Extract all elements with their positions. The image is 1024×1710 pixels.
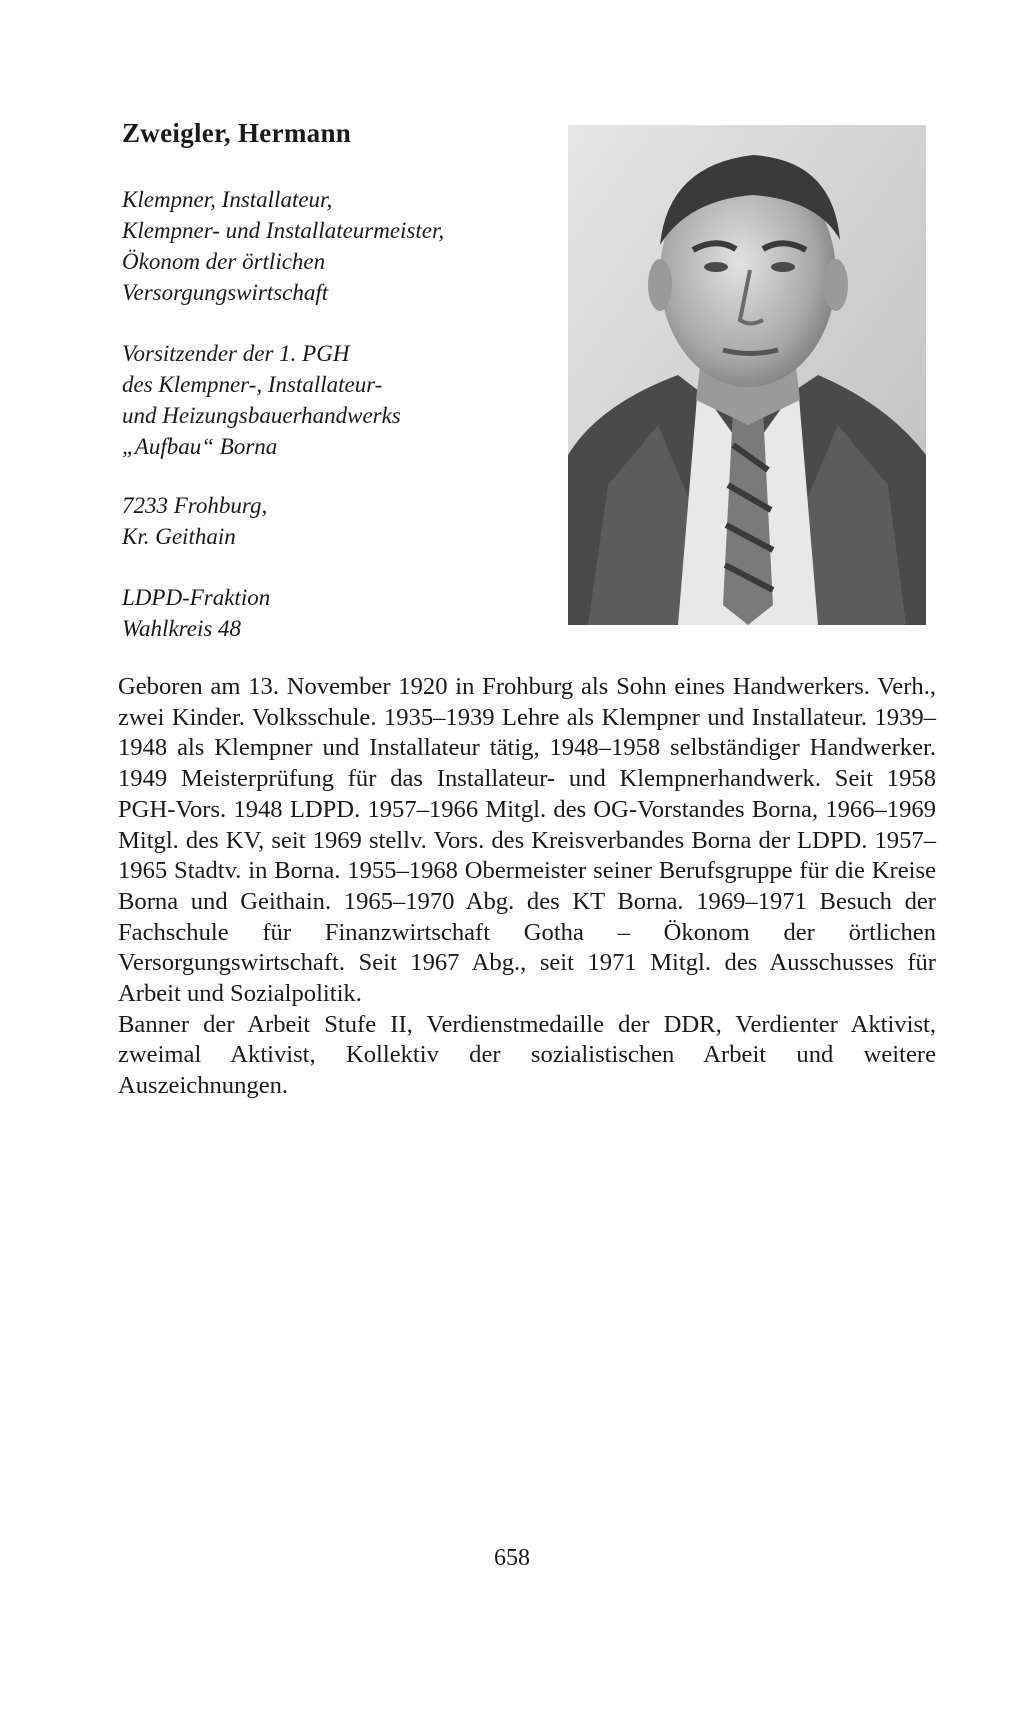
biography-section — [118, 672, 936, 1102]
occupation-line: Versorgungswirtschaft — [122, 280, 329, 305]
position-block — [122, 338, 552, 462]
portrait-illustration — [568, 125, 926, 625]
position-line: und Heizungsbauerhandwerks — [122, 403, 401, 428]
position-line: „Aufbau“ Borna — [122, 434, 278, 459]
faction-line: LDPD-Fraktion — [122, 585, 271, 610]
portrait-photo — [568, 125, 926, 625]
address-line: Kr. Geithain — [122, 524, 236, 549]
awards-text: Banner der Arbeit Stufe II, Verdienstmedaille der DDR, Verdienter Aktivist, zweimal Aktivist, Kollektiv der sozialistischen Arbeit und weitere Auszeichnungen. — [118, 1010, 936, 1100]
faction-line: Wahlkreis 48 — [122, 616, 242, 641]
page-number: 658 — [494, 1545, 530, 1571]
occupation-line: Klempner- und Installateurmeister, — [122, 218, 445, 243]
faction-block — [122, 582, 552, 644]
person-name: Zweigler, Hermann — [122, 118, 352, 148]
position-line: Vorsitzender der 1. PGH — [122, 341, 350, 366]
position-line: des Klempner-, Installateur- — [122, 372, 383, 397]
occupation-block — [122, 184, 552, 308]
address-line: 7233 Frohburg, — [122, 493, 268, 518]
occupation-line: Klempner, Installateur, — [122, 187, 333, 212]
biography-text: Geboren am 13. November 1920 in Frohburg als Sohn eines Handwerkers. Verh., zwei Kinder. Volksschule. 1935–1939 Lehre als Klempner und Installateur. 1939–1948 als Klempner und Installateur tätig, 1948–1958 selbständiger Handwerker. 1949 Meisterprüfung für das Installateur- und Klempnerhandwerk. Seit 1958 PGH-Vors. 1948 LDPD. 1957–1966 Mitgl. des OG-Vorstandes Borna, 1966–1969 Mitgl. des KV, seit 1969 stellv. Vors. des Kreisverbandes Borna der LDPD. 1957–1965 Stadtv. in Borna. 1955–1968 Obermeister seiner Berufsgruppe für die Kreise Borna und Geithain. 1965–1970 Abg. des KT Borna. 1969–1971 Besuch der Fachschule für Finanzwirtschaft Gotha – Ökonom der örtlichen Versorgungswirtschaft. Seit 1967 Abg., seit 1971 Mitgl. des Ausschusses für Arbeit und Sozialpolitik. — [118, 673, 936, 1008]
address-block — [122, 490, 552, 552]
occupation-line: Ökonom der örtlichen — [122, 249, 326, 274]
